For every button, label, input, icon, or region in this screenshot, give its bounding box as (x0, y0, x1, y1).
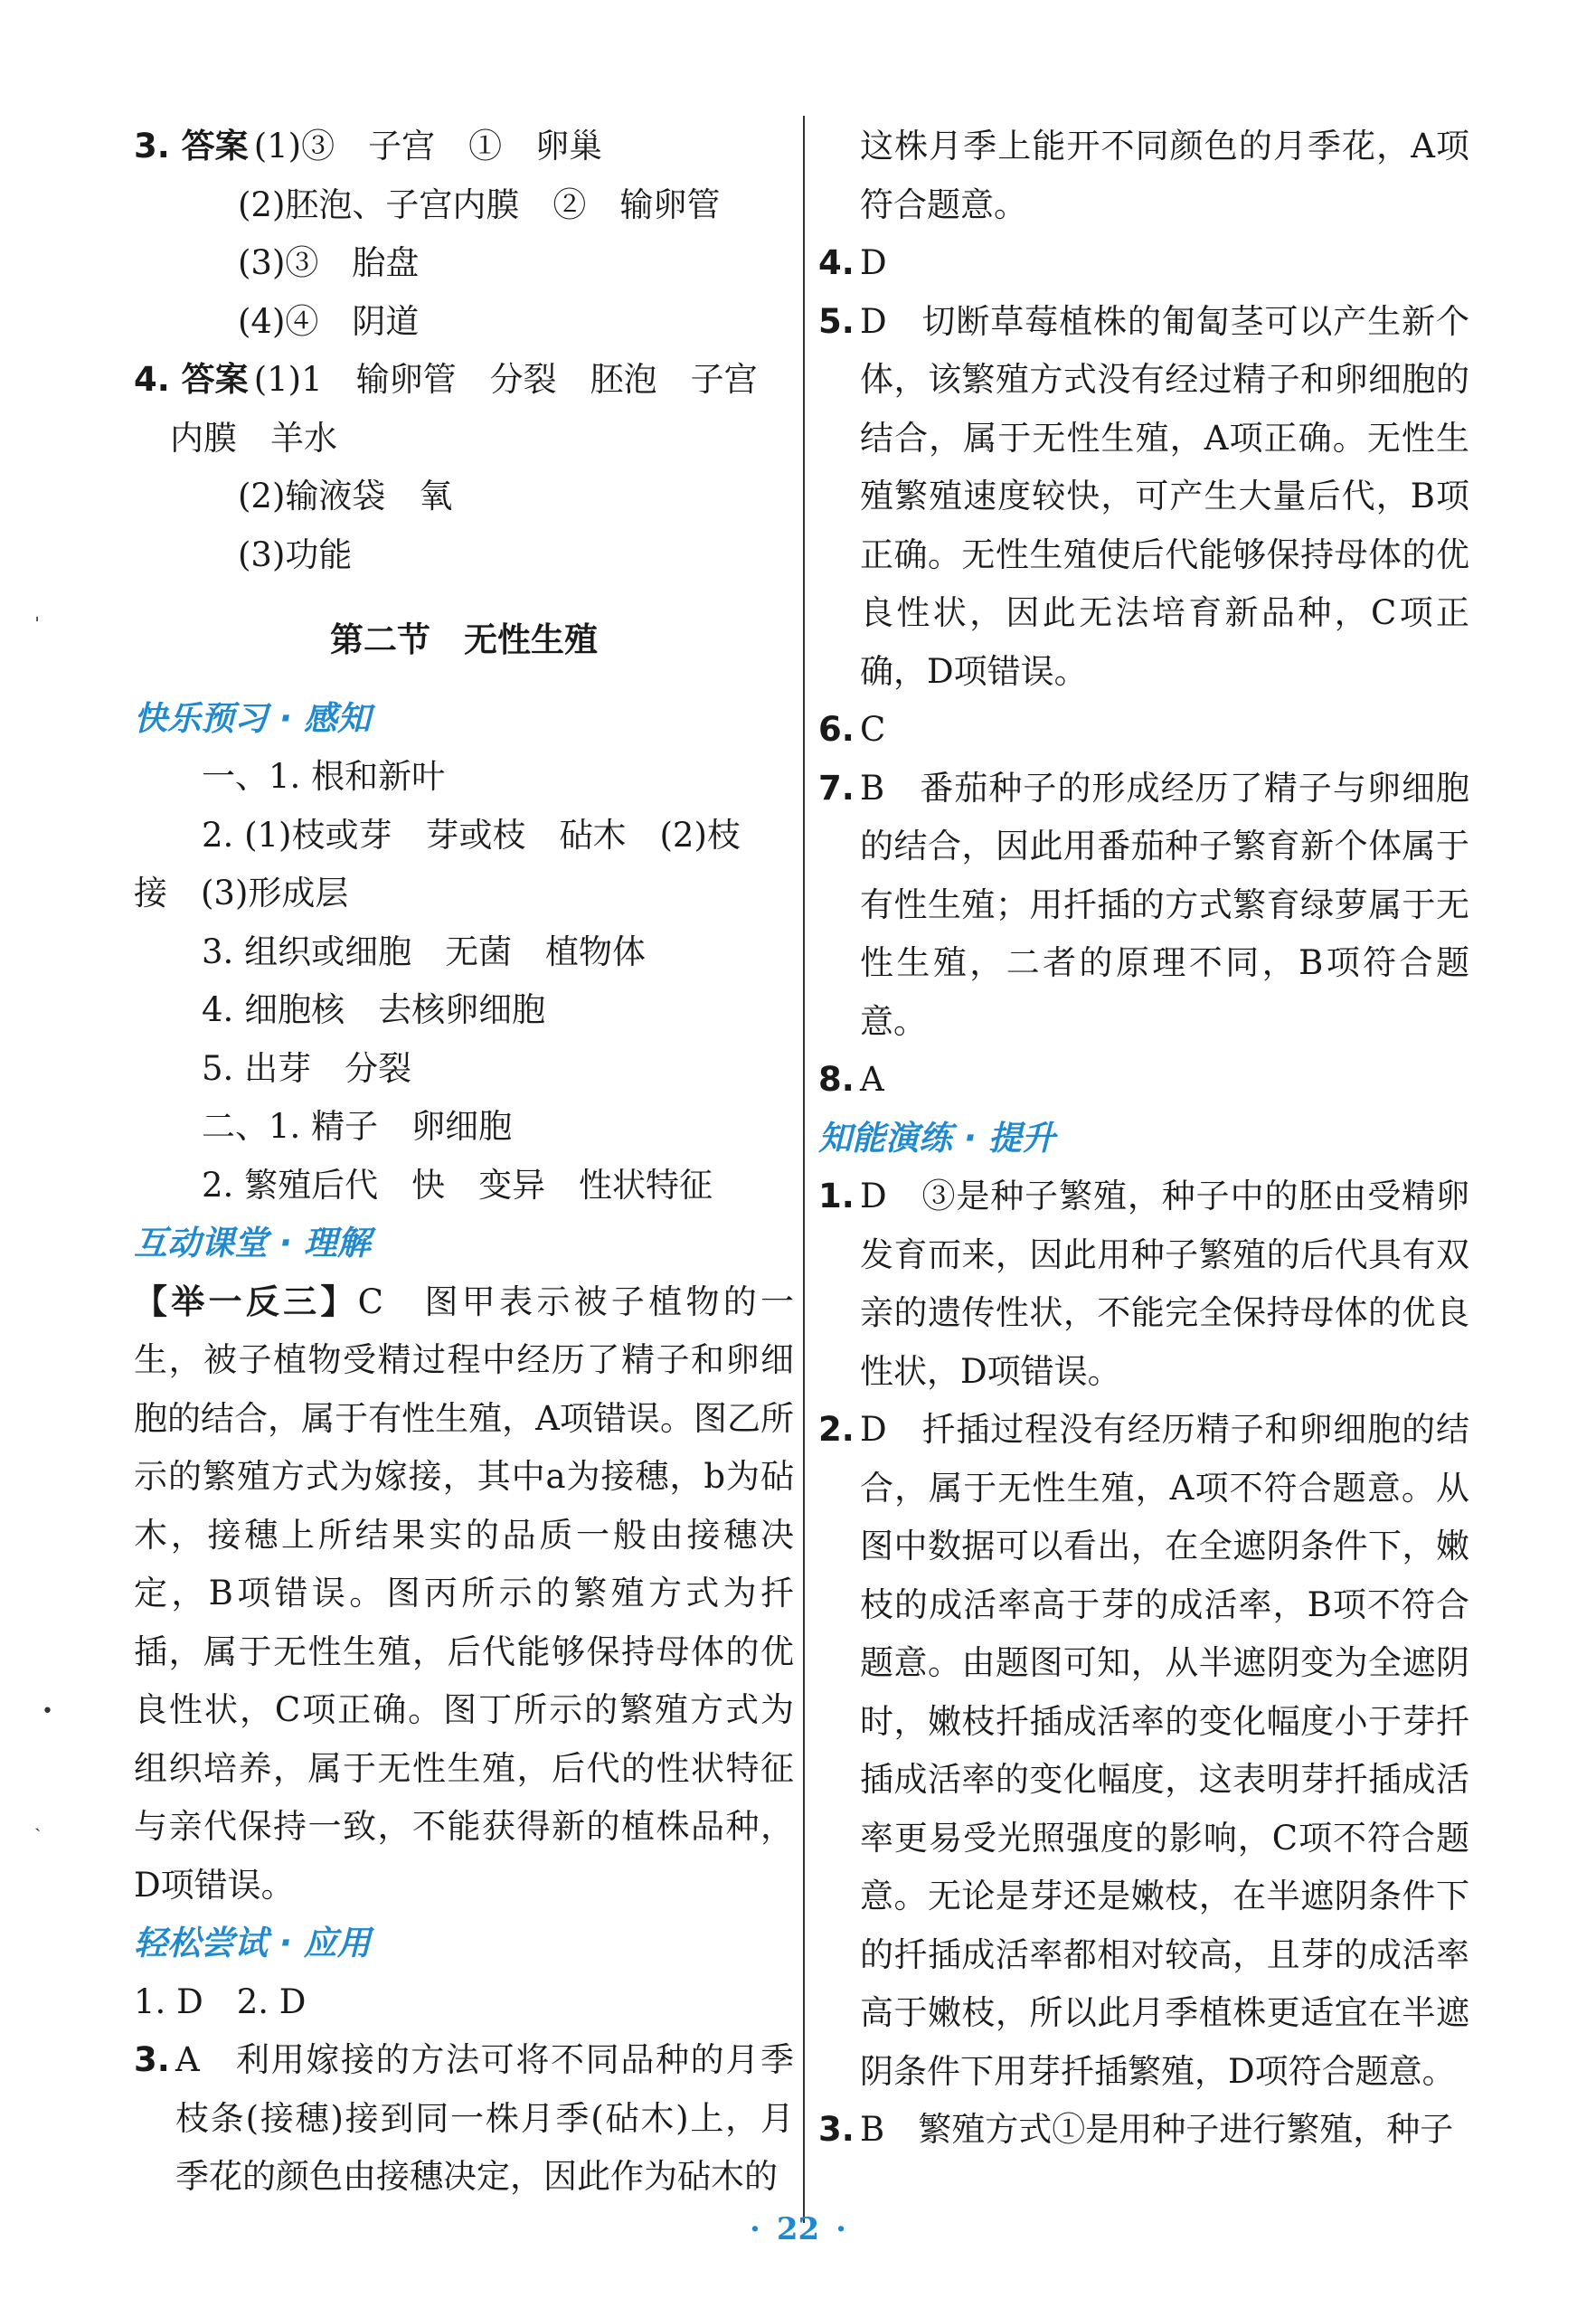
q4-line1b: 内膜 羊水 (170, 418, 337, 458)
q3-line1: (1)③ 子宫 ① 卵巢 (253, 127, 603, 165)
q4-label: 4. 答案 (134, 360, 249, 399)
skill-q2-text: D 扦插过程没有经历精子和卵细胞的结合，属于无性生殖，A项不符合题意。从图中数据可以看出，在全遮阴条件下，嫩枝的成活率高于芽的成活率，B项不符合题意。由题图可知，从半遮阴变为全遮阴时，嫩枝扦插成活率的变化幅度小于芽扦插成活率的变化幅度，这表明芽扦插成活率更易受光照强度的影响，C项不符合题意。无论是芽还是嫩枝，在半遮阴条件下的扦插成活率都相对较高，且芽的成活率高于嫩枝，所以此月季植株更适宜在半遮阴条件下用芽扦插繁殖，D项符合题意。 (860, 1410, 1469, 2091)
footer-dot-right: · (836, 2211, 846, 2247)
skill-q1-text: D ③是种子繁殖，种子中的胚由受精卵发育而来，因此用种子繁殖的后代具有双亲的遗传性状，不能完全保持母体的优良性状，D项错误。 (860, 1177, 1469, 1391)
skill-q2 (818, 1401, 1469, 2101)
q3-line2: (2)胚泡、子宫内膜 ② 输卵管 (238, 184, 721, 224)
try-q5 (818, 293, 1469, 702)
preview-line-7: 2. 繁殖后代 快 变异 性状特征 (202, 1165, 713, 1205)
try-q5-text: D 切断草莓植株的匍匐茎可以产生新个体，该繁殖方式没有经过精子和卵细胞的结合，属于无性生殖，A项正确。无性生殖繁殖速度较快，可产生大量后代，B项正确。无性生殖使后代能够保持母体的优良性状，因此无法培育新品种，C项正确，D项错误。 (860, 301, 1469, 691)
skill-q3-number: 3. (818, 2110, 855, 2149)
scan-mark: ˌ (34, 601, 41, 624)
scan-mark: • (42, 1700, 53, 1723)
try-q8 (818, 1051, 1469, 1110)
q4-line1: (1)1 输卵管 分裂 胚泡 子宫 (253, 360, 758, 399)
try-q6-text: C (860, 710, 886, 749)
page-footer (0, 2211, 1596, 2247)
q4-line3: (3)功能 (238, 534, 353, 574)
q3-line3: (3)③ 胎盘 (238, 243, 420, 282)
try-q3-continued: 这株月季上能开不同颜色的月季花，A项符合题意。 (860, 127, 1469, 224)
try-heading: 轻松尝试 · 应用 (134, 1924, 371, 1962)
try-q8-text: A (860, 1060, 884, 1099)
try-q1-2: 1. D 2. D (134, 1981, 307, 2021)
try-q7 (818, 760, 1469, 1052)
preview-line-3: 3. 组织或细胞 无菌 植物体 (202, 931, 647, 971)
skill-heading: 知能演练 · 提升 (818, 1118, 1055, 1158)
preview-line-5: 5. 出芽 分裂 (202, 1048, 412, 1088)
preview-line-2a: 2. (1)枝或芽 芽或枝 砧木 (2)枝 (202, 815, 741, 855)
footer-dot-left: · (749, 2211, 760, 2247)
right-column (818, 118, 1469, 2160)
try-q6 (818, 701, 1469, 760)
skill-q1 (818, 1168, 1469, 1401)
interact-paragraph (134, 1273, 794, 1915)
skill-q1-number: 1. (818, 1177, 855, 1215)
interact-text: C 图甲表示被子植物的一生，被子植物受精过程中经历了精子和卵细胞的结合，属于有性生殖，A项错误。图乙所示的繁殖方式为嫁接，其中a为接穗，b为砧木，接穗上所结果实的品质一般由接穗决定，B项错误。图丙所示的繁殖方式为扦插，属于无性生殖，后代能够保持母体的优良性状，C项正确。图丁所示的繁殖方式为组织培养，属于无性生殖，后代的性状特征与亲代保持一致，不能获得新的植株品种，D项错误。 (134, 1281, 794, 1905)
answer-q4 (134, 351, 794, 410)
preview-line-4: 4. 细胞核 去核卵细胞 (202, 990, 546, 1029)
preview-line-2b: 接 (3)形成层 (134, 874, 349, 913)
try-q5-number: 5. (818, 301, 855, 341)
try-q4-number: 4. (818, 243, 855, 282)
try-q8-number: 8. (818, 1060, 855, 1099)
answer-q3 (134, 118, 794, 176)
preview-heading: 快乐预习 · 感知 (134, 698, 371, 738)
interact-heading: 互动课堂 · 理解 (134, 1224, 371, 1262)
interact-label: 【举一反三】 (134, 1281, 358, 1321)
q3-label: 3. 答案 (134, 127, 249, 165)
try-q4-text: D (860, 243, 887, 282)
try-q4 (818, 234, 1469, 293)
try-q7-number: 7. (818, 768, 855, 808)
left-column (134, 118, 794, 2207)
skill-q3 (818, 2101, 1469, 2160)
column-divider (803, 116, 805, 2223)
section-title: 第二节 无性生殖 (330, 620, 598, 659)
try-q3 (134, 2031, 794, 2207)
skill-q3-text: B 繁殖方式①是用种子进行繁殖，种子 (860, 2110, 1454, 2149)
try-q3-text: A 利用嫁接的方法可将不同品种的月季枝条(接穗)接到同一株月季(砧木)上，月季花的颜色由接穗决定，因此作为砧木的 (175, 2040, 794, 2196)
q4-line2: (2)输液袋 氧 (238, 477, 453, 515)
skill-q2-number: 2. (818, 1410, 855, 1449)
preview-line-1: 一、1. 根和新叶 (202, 757, 446, 796)
try-q6-number: 6. (818, 710, 855, 749)
page-number: 22 (776, 2211, 820, 2247)
q3-line4: (4)④ 阴道 (238, 301, 420, 341)
try-q7-text: B 番茄种子的形成经历了精子与卵细胞的结合，因此用番茄种子繁育新个体属于有性生殖；用扦插的方式繁育绿萝属于无性生殖，二者的原理不同，B项符合题意。 (860, 768, 1469, 1041)
try-q3-number: 3. (134, 2040, 170, 2079)
scan-mark: ˎ (34, 1810, 42, 1832)
preview-line-6: 二、1. 精子 卵细胞 (202, 1107, 513, 1146)
